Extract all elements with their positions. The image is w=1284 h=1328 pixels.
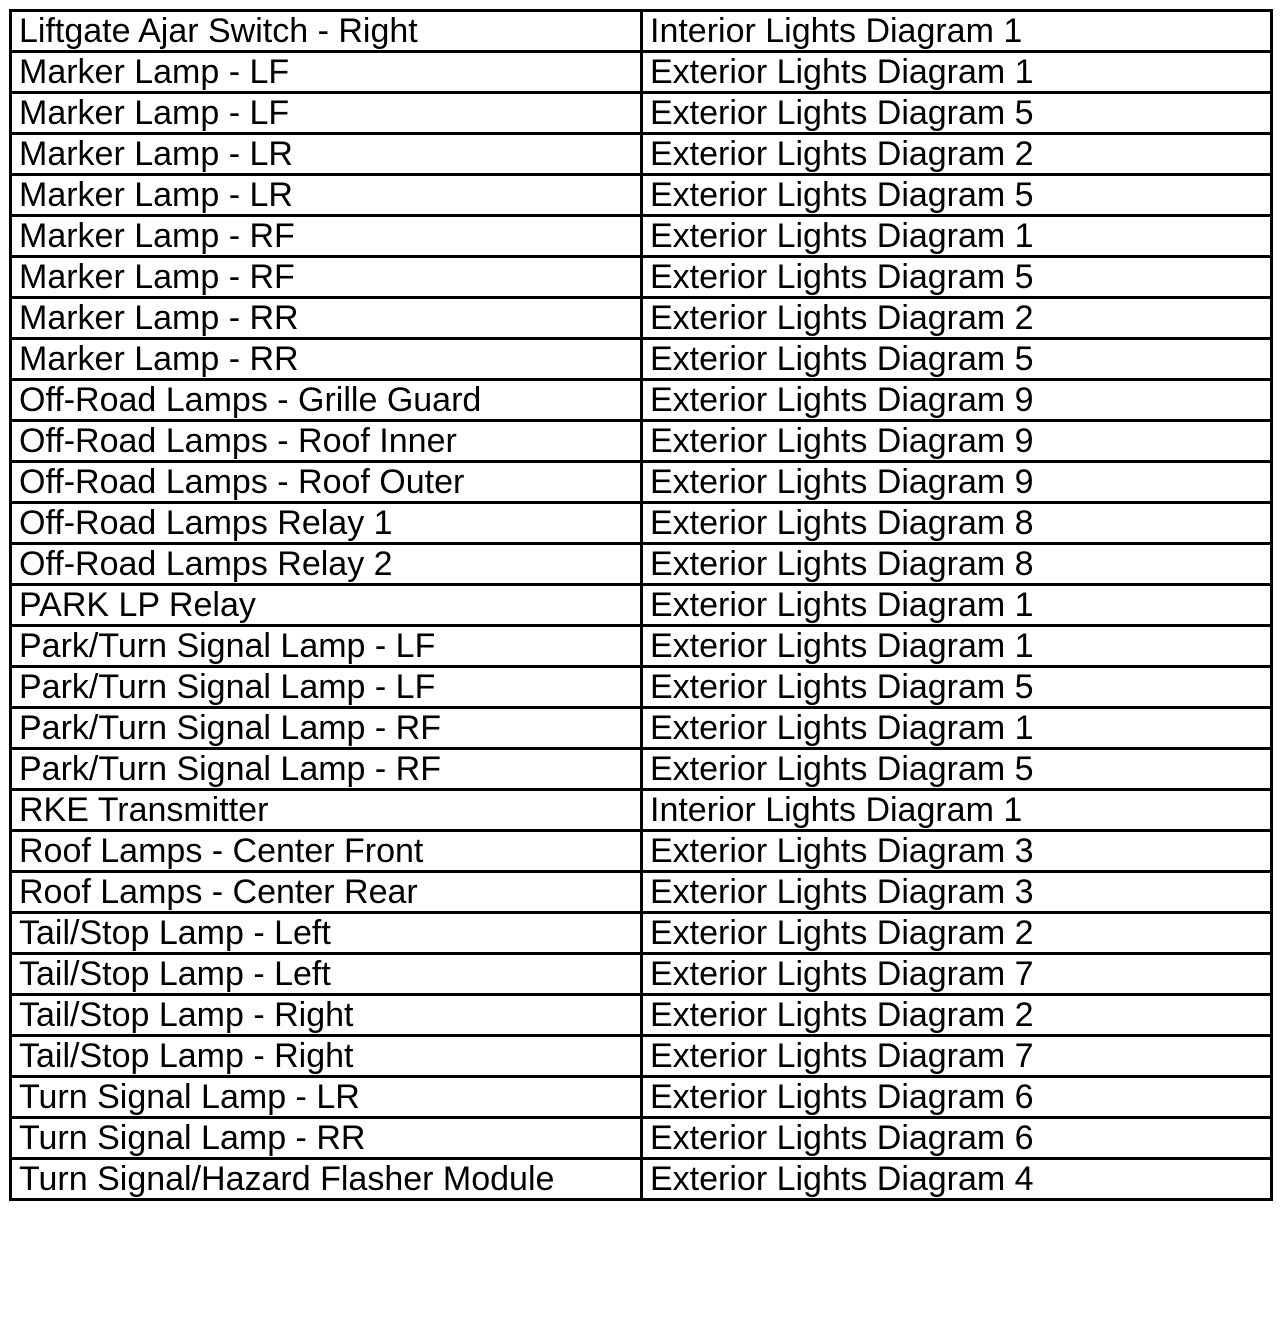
table-row (11, 831, 1272, 872)
component-cell: Marker Lamp - LR (11, 175, 642, 216)
table-row (11, 216, 1272, 257)
table-row (11, 298, 1272, 339)
table-row (11, 11, 1272, 52)
diagram-cell: Exterior Lights Diagram 8 (642, 503, 1272, 544)
table-row (11, 462, 1272, 503)
diagram-cell: Exterior Lights Diagram 9 (642, 421, 1272, 462)
table-row (11, 585, 1272, 626)
diagram-cell: Exterior Lights Diagram 6 (642, 1077, 1272, 1118)
diagram-cell: Exterior Lights Diagram 2 (642, 298, 1272, 339)
diagram-cell: Exterior Lights Diagram 5 (642, 667, 1272, 708)
table-row (11, 1036, 1272, 1077)
diagram-cell: Exterior Lights Diagram 9 (642, 462, 1272, 503)
table-row (11, 954, 1272, 995)
component-cell: Tail/Stop Lamp - Right (11, 995, 642, 1036)
component-cell: Roof Lamps - Center Front (11, 831, 642, 872)
table-row (11, 380, 1272, 421)
diagram-cell: Exterior Lights Diagram 4 (642, 1159, 1272, 1200)
table-body (11, 11, 1272, 1200)
table-row (11, 626, 1272, 667)
component-cell: Park/Turn Signal Lamp - LF (11, 667, 642, 708)
table-row (11, 708, 1272, 749)
component-cell: Roof Lamps - Center Rear (11, 872, 642, 913)
table-row (11, 872, 1272, 913)
component-cell: Tail/Stop Lamp - Left (11, 954, 642, 995)
table-row (11, 503, 1272, 544)
component-cell: Tail/Stop Lamp - Right (11, 1036, 642, 1077)
component-cell: Turn Signal Lamp - LR (11, 1077, 642, 1118)
component-cell: Tail/Stop Lamp - Left (11, 913, 642, 954)
diagram-cell: Exterior Lights Diagram 3 (642, 872, 1272, 913)
component-cell: Park/Turn Signal Lamp - LF (11, 626, 642, 667)
table-row (11, 790, 1272, 831)
diagram-cell: Exterior Lights Diagram 6 (642, 1118, 1272, 1159)
diagram-cell: Exterior Lights Diagram 5 (642, 93, 1272, 134)
component-cell: Turn Signal/Hazard Flasher Module (11, 1159, 642, 1200)
table-row (11, 1077, 1272, 1118)
table-row (11, 52, 1272, 93)
diagram-cell: Exterior Lights Diagram 1 (642, 216, 1272, 257)
component-cell: Park/Turn Signal Lamp - RF (11, 708, 642, 749)
diagram-cell: Exterior Lights Diagram 1 (642, 626, 1272, 667)
component-cell: PARK LP Relay (11, 585, 642, 626)
diagram-cell: Exterior Lights Diagram 5 (642, 175, 1272, 216)
component-cell: RKE Transmitter (11, 790, 642, 831)
component-cell: Marker Lamp - RR (11, 298, 642, 339)
table-row (11, 995, 1272, 1036)
diagram-cell: Exterior Lights Diagram 9 (642, 380, 1272, 421)
component-cell: Off-Road Lamps - Roof Inner (11, 421, 642, 462)
component-cell: Marker Lamp - LR (11, 134, 642, 175)
component-cell: Off-Road Lamps Relay 1 (11, 503, 642, 544)
table-row (11, 93, 1272, 134)
diagram-cell: Exterior Lights Diagram 1 (642, 708, 1272, 749)
diagram-cell: Exterior Lights Diagram 3 (642, 831, 1272, 872)
diagram-cell: Exterior Lights Diagram 1 (642, 52, 1272, 93)
component-cell: Marker Lamp - LF (11, 93, 642, 134)
diagram-cell: Interior Lights Diagram 1 (642, 790, 1272, 831)
component-cell: Turn Signal Lamp - RR (11, 1118, 642, 1159)
table-row (11, 257, 1272, 298)
table-row (11, 134, 1272, 175)
table-row (11, 1118, 1272, 1159)
component-cell: Marker Lamp - RF (11, 216, 642, 257)
table-row (11, 667, 1272, 708)
component-table (9, 9, 1273, 1201)
component-cell: Park/Turn Signal Lamp - RF (11, 749, 642, 790)
diagram-cell: Exterior Lights Diagram 7 (642, 954, 1272, 995)
table-row (11, 339, 1272, 380)
table-row (11, 175, 1272, 216)
table-row (11, 913, 1272, 954)
diagram-cell: Exterior Lights Diagram 5 (642, 749, 1272, 790)
component-index (9, 9, 1273, 1201)
component-cell: Off-Road Lamps Relay 2 (11, 544, 642, 585)
component-cell: Marker Lamp - RF (11, 257, 642, 298)
component-cell: Off-Road Lamps - Grille Guard (11, 380, 642, 421)
diagram-cell: Exterior Lights Diagram 8 (642, 544, 1272, 585)
diagram-cell: Exterior Lights Diagram 2 (642, 134, 1272, 175)
diagram-cell: Exterior Lights Diagram 1 (642, 585, 1272, 626)
table-row (11, 421, 1272, 462)
diagram-cell: Exterior Lights Diagram 5 (642, 257, 1272, 298)
component-cell: Marker Lamp - LF (11, 52, 642, 93)
diagram-cell: Exterior Lights Diagram 7 (642, 1036, 1272, 1077)
diagram-cell: Interior Lights Diagram 1 (642, 11, 1272, 52)
diagram-cell: Exterior Lights Diagram 2 (642, 995, 1272, 1036)
diagram-cell: Exterior Lights Diagram 2 (642, 913, 1272, 954)
component-cell: Off-Road Lamps - Roof Outer (11, 462, 642, 503)
diagram-cell: Exterior Lights Diagram 5 (642, 339, 1272, 380)
table-row (11, 544, 1272, 585)
table-row (11, 1159, 1272, 1200)
table-row (11, 749, 1272, 790)
component-cell: Marker Lamp - RR (11, 339, 642, 380)
component-cell: Liftgate Ajar Switch - Right (11, 11, 642, 52)
